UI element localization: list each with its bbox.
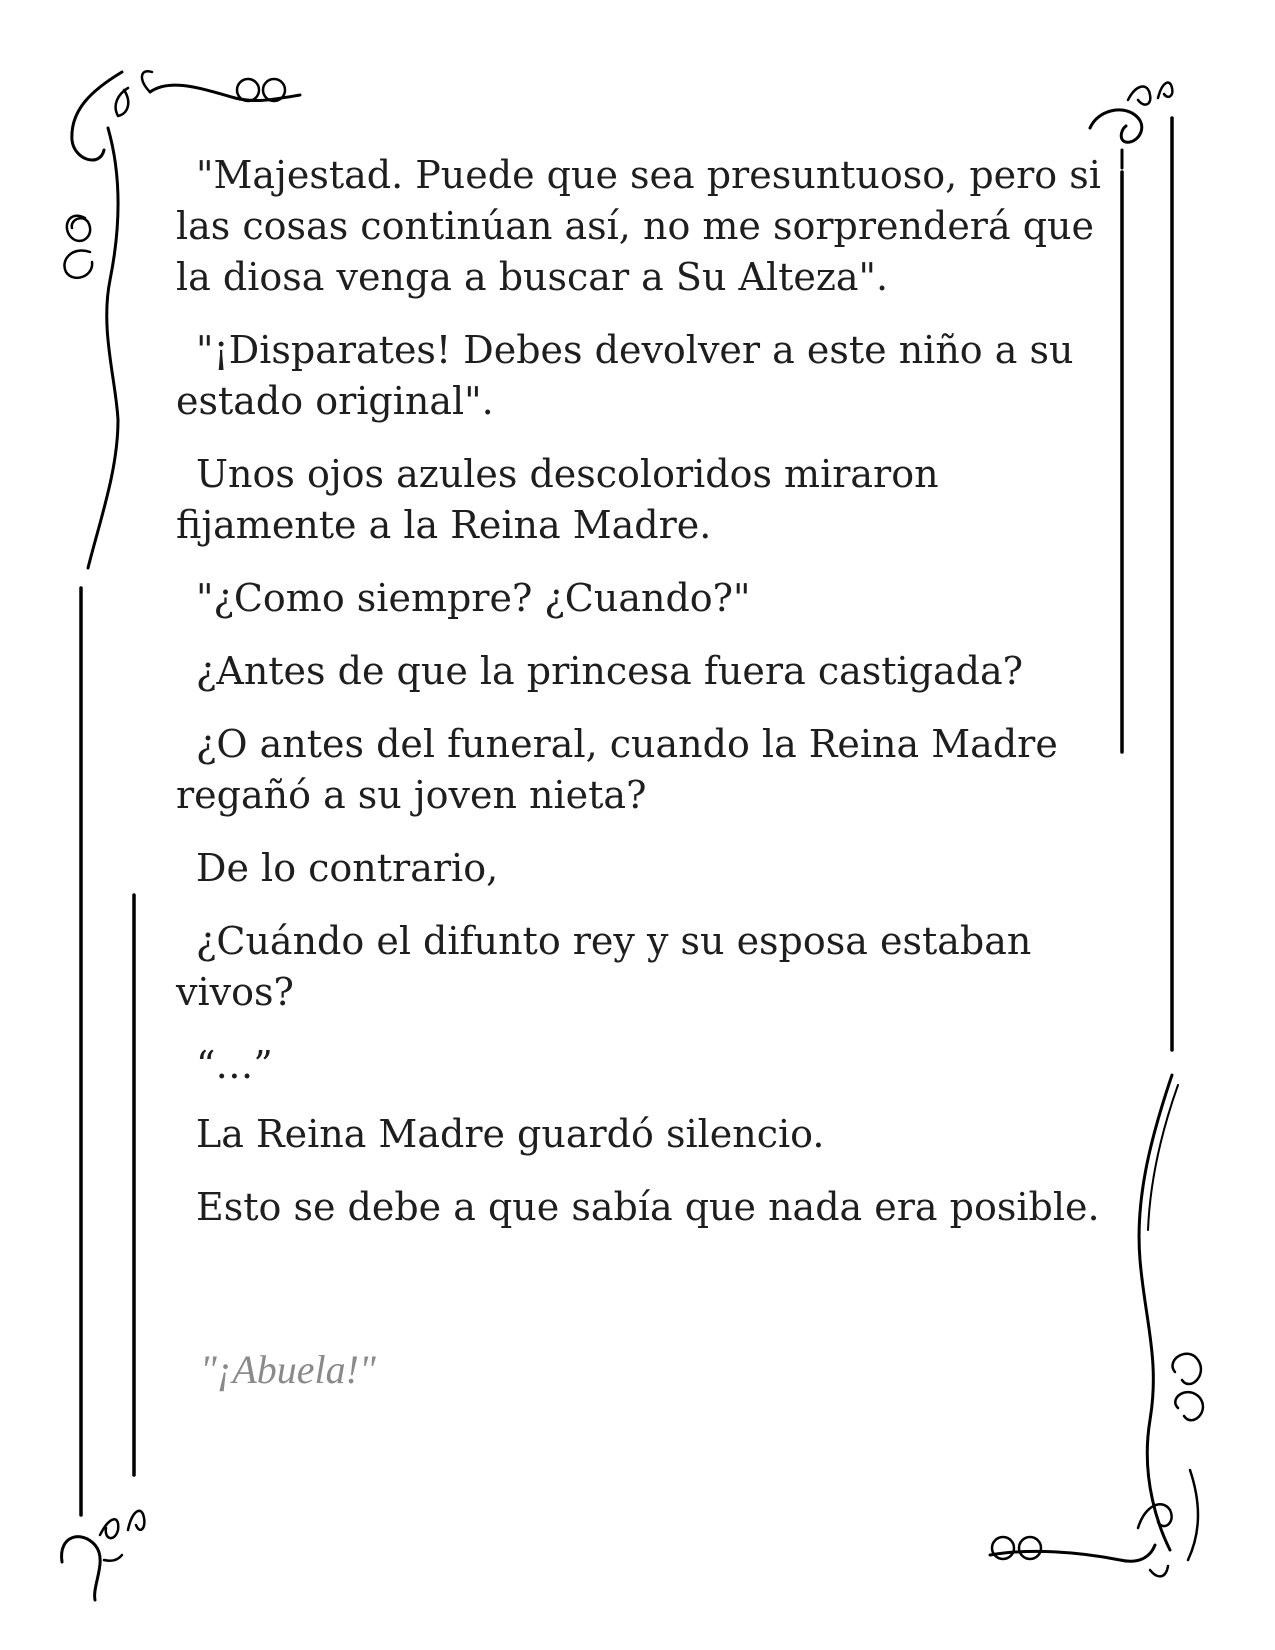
paragraph: ¿Cuándo el difunto rey y su esposa estaban vivos? — [176, 919, 1032, 1014]
paragraph: "¡Disparates! Debes devolver a este niño a su estado original". — [176, 328, 1074, 423]
paragraph: Unos ojos azules descoloridos miraron fijamente a la Reina Madre. — [176, 452, 939, 547]
paragraph: De lo contrario, — [196, 846, 499, 890]
paragraph: “…” — [196, 1043, 273, 1087]
paragraph: ¿Antes de que la princesa fuera castigada? — [196, 649, 1024, 693]
flourish-bottom-left-icon — [62, 1511, 145, 1600]
paragraph: ¿O antes del funeral, cuando la Reina Madre regañó a su joven nieta? — [176, 722, 1058, 817]
story-text — [176, 150, 1106, 1255]
paragraph: Esto se debe a que sabía que nada era posible. — [196, 1185, 1100, 1229]
paragraph: "¿Como siempre? ¿Cuando?" — [196, 576, 751, 620]
paragraph: "Majestad. Puede que sea presuntuoso, pero si las cosas continúan así, no me sorprenderá que la diosa venga a buscar a Su Alteza". — [176, 153, 1101, 299]
paragraph: La Reina Madre guardó silencio. — [196, 1112, 825, 1156]
exclamation-text: "¡Abuela!" — [200, 1347, 376, 1392]
